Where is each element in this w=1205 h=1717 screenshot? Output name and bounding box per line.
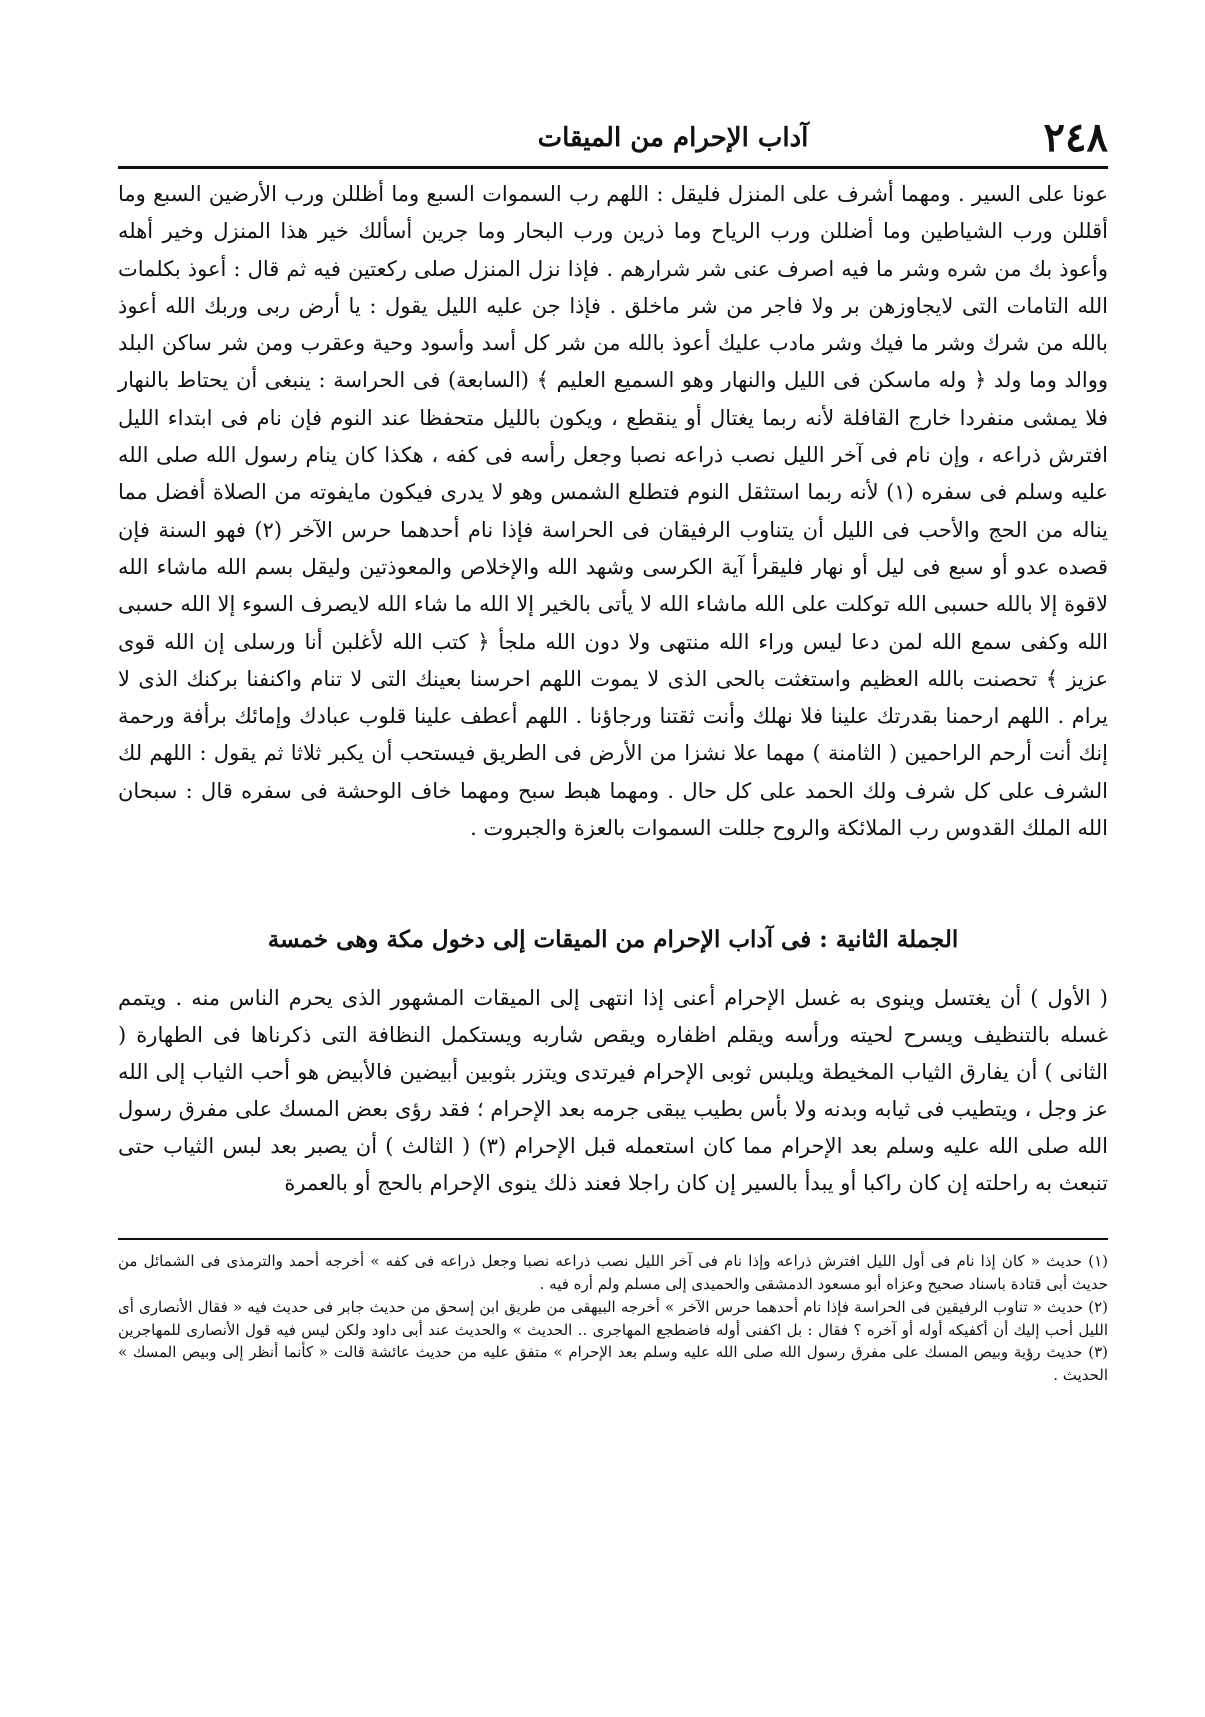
running-title: آداب الإحرام من الميقات <box>537 123 809 153</box>
main-paragraph: عونا على السير . ومهما أشرف على المنزل فليقل : اللهم رب السموات السبع وما أظللن ورب الأرضين السبع وما أقللن ورب الشياطين وما أضللن ورب الرياح وما ذرين ورب البحار وما جرين أسألك خير هذا المنزل وخير أهله وأعوذ بك من شره وشر ما فيه اصرف عنى شر شرارهم . فإذا نزل المنزل صلى ركعتين فيه ثم قال : أعوذ بكلمات الله التامات التى لايجاوزهن بر ولا فاجر من شر ماخلق . فإذا جن عليه الليل يقول : يا أرض ربى وربك الله أعوذ بالله من شرك وشر ما فيك وشر مادب عليك أعوذ بالله من شر كل أسد وأسود وحية وعقرب ومن شر ساكن البلد ووالد وما ولد ﴿ وله ماسكن فى الليل والنهار وهو السميع العليم ﴾ (السابعة) فى الحراسة : ينبغى أن يحتاط بالنهار فلا يمشى منفردا خارج القافلة لأنه ربما يغتال أو ينقطع ، ويكون بالليل متحفظا عند النوم فإن نام فى ابتداء الليل افترش ذراعه ، وإن نام فى آخر الليل نصب ذراعه نصبا وجعل رأسه فى كفه ، هكذا كان ينام رسول الله صلى الله عليه وسلم فى سفره (١) لأنه ربما استثقل النوم فتطلع الشمس وهو لا يدرى فيكون مايفوته من الصلاة أفضل مما يناله من الحج والأحب فى الليل أن يتناوب الرفيقان فى الحراسة فإذا نام أحدهما حرس الآخر (٢) فهو السنة فإن قصده عدو أو سبع فى ليل أو نهار فليقرأ آية الكرسى وشهد الله والإخلاص والمعوذتين وليقل بسم الله ماشاء الله لاقوة إلا بالله حسبى الله توكلت على الله ماشاء الله لا يأتى بالخير إلا الله ما شاء الله لايصرف السوء إلا الله حسبى الله وكفى سمع الله لمن دعا ليس وراء الله منتهى ولا دون الله ملجأ ﴿ كتب الله لأغلبن أنا ورسلى إن الله قوى عزيز ﴾ تحصنت بالله العظيم واستغثت بالحى الذى لا يموت اللهم احرسنا بعينك التى لا تنام واكنفنا بركنك الذى لا يرام . اللهم ارحمنا بقدرتك علينا فلا نهلك وأنت ثقتنا ورجاؤنا . اللهم أعطف علينا قلوب عبادك وإمائك برأفة ورحمة إنك أنت أرحم الراحمين ( الثامنة ) مهما علا نشزا من الأرض فى الطريق فيستحب أن يكبر ثلاثا ثم يقول : اللهم لك الشرف على كل شرف ولك الحمد على كل حال . ومهما هبط سبح ومهما خاف الوحشة فى سفره قال : سبحان الله الملك القدوس رب الملائكة والروح جللت السموات بالعزة والجبروت . <box>118 182 1108 841</box>
section-heading: الجملة الثانية : فى آداب الإحرام من الميقات إلى دخول مكة وهى خمسة <box>267 926 959 953</box>
footnotes <box>118 1250 1108 1387</box>
page-number: ٢٤٨ <box>1043 114 1108 161</box>
section-paragraph: ( الأول ) أن يغتسل وينوى به غسل الإحرام أعنى إذا انتهى إلى الميقات المشهور الذى يحرم الناس منه . ويتمم غسله بالتنظيف ويسرح لحيته ورأسه ويقلم اظفاره ويقص شاربه ويستكمل النظافة التى ذكرناها فى الطهارة ( الثانى ) أن يفارق الثياب المخيطة ويلبس ثوبى الإحرام فيرتدى ويتزر بثوبين أبيضين فالأبيض هو أحب الثياب إلى الله عز وجل ، ويتطيب فى ثيابه وبدنه ولا بأس بطيب يبقى جرمه بعد الإحرام ؛ فقد رؤى بعض المسك على مفرق رسول الله صلى الله عليه وسلم بعد الإحرام مما كان استعمله قبل الإحرام (٣) ( الثالث ) أن يصبر بعد لبس الثياب حتى تنبعث به راحلته إن كان راكبا أو يبدأ بالسير إن كان راجلا فعند ذلك ينوى الإحرام بالحج أو بالعمرة <box>118 986 1108 1195</box>
section-text-block <box>118 980 1108 1202</box>
main-text-block <box>118 176 1108 847</box>
header-rule <box>118 166 1108 169</box>
page-header <box>118 112 1108 164</box>
footnote-1: (١) حديث « كان إذا نام فى أول الليل افترش ذراعه وإذا نام فى آخر الليل نصب ذراعه نصبا وجعل ذراعه فى كفه » أخرجه أحمد والترمذى فى الشمائل من حديث أبى قتادة باسناد صحيح وعزاه أبو مسعود الدمشقى والحميدى إلى مسلم ولم أره فيه . <box>118 1252 1108 1293</box>
footnote-rule <box>118 1238 1108 1240</box>
footnote-2: (٢) حديث « تناوب الرفيقين فى الحراسة فإذا نام أحدهما حرس الآخر » أخرجه البيهقى من طريق ابن إسحق من حديث جابر فى حديث فيه « فقال الأنصارى أى الليل أحب إليك أن أكفيكه أوله أو آخره ؟ فقال : بل اكفنى أوله فاضطجع المهاجرى .. الحديث » والحديث عند أبى داود ولكن ليس فيه قول الأنصارى للمهاجرين (٣) حديث رؤية وبيص المسك على مفرق رسول الله صلى الله عليه وسلم بعد الإحرام » متفق عليه من حديث عائشة قالت « كأنما أنظر إلى وبيص المسك » الحديث . <box>118 1298 1108 1384</box>
